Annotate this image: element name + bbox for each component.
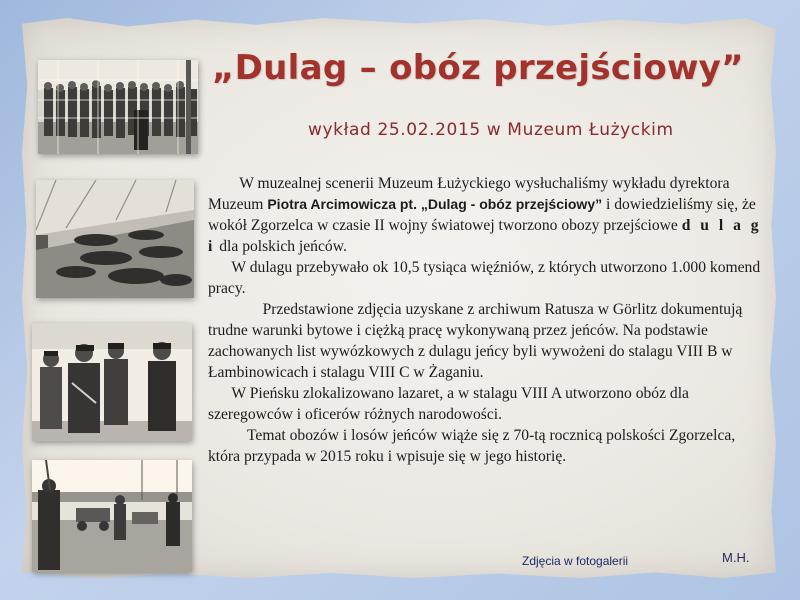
dulagi-highlight: d u l a g i xyxy=(208,217,762,255)
photo-forced-labor xyxy=(32,460,192,572)
paragraph-archive-text: Przedstawione zdjęcia uzyskane z archiwum Ratusza w Görlitz dokumentują trudne warunki bytowe i ciężką pracę wykonywaną przez jeńców. Na podstawie zachowanych list wywózkowych z dulagu jeńcy byli wywożeni do stalagu VIII B w Łambinowicach i stalagu VIII C w Żaganiu. xyxy=(208,301,743,381)
intro-text-b: i dowiedzieliśmy się, że wokół Zgorzelca w czasie II wojny światowej tworzono obozy przejściowe xyxy=(208,196,756,234)
page-title: „Dulag – obóz przejściowy” xyxy=(212,48,744,88)
photo-soldiers-group xyxy=(32,323,192,441)
paragraph-lazaret-text: W Pieńsku zlokalizowano lazaret, a w stalagu VIII A utworzono obóz dla szeregowców i oficerów różnych narodowości. xyxy=(208,385,689,423)
paragraph-archive xyxy=(208,299,768,383)
photo-gallery-link[interactable]: Zdjęcia w fotogalerii xyxy=(522,554,629,568)
intro-text-a: W muzealnej scenerii Muzeum Łużyckiego wysłuchaliśmy wykładu dyrektora Muzeum xyxy=(208,175,730,213)
photo-prisoners-in-tent xyxy=(36,180,194,298)
paragraph-prisoners-text: W dulagu przebywało ok 10,5 tysiąca więźniów, z których utworzono 1.000 komend pracy. xyxy=(208,259,761,297)
paragraph-lazaret xyxy=(208,383,768,425)
paragraph-anniversary-text: Temat obozów i losów jeńców wiąże się z 70-tą rocznicą polskości Zgorzelca, która przypada w 2015 roku i wpisuje się w jego historię. xyxy=(208,427,736,465)
lecture-title-highlight: Piotra Arcimowicza pt. „Dulag - obóz przejściowy” xyxy=(267,196,603,212)
paragraph-prisoners xyxy=(208,257,768,299)
intro-text-c: dla polskich jeńców. xyxy=(215,238,347,255)
lecture-subtitle: wykład 25.02.2015 w Muzeum Łużyckim xyxy=(308,120,674,140)
author-signature: M.H. xyxy=(722,550,750,565)
article-body xyxy=(208,173,768,467)
paragraph-anniversary xyxy=(208,425,768,467)
photo-prisoners-behind-fence xyxy=(38,60,198,154)
paragraph-intro xyxy=(208,173,768,257)
